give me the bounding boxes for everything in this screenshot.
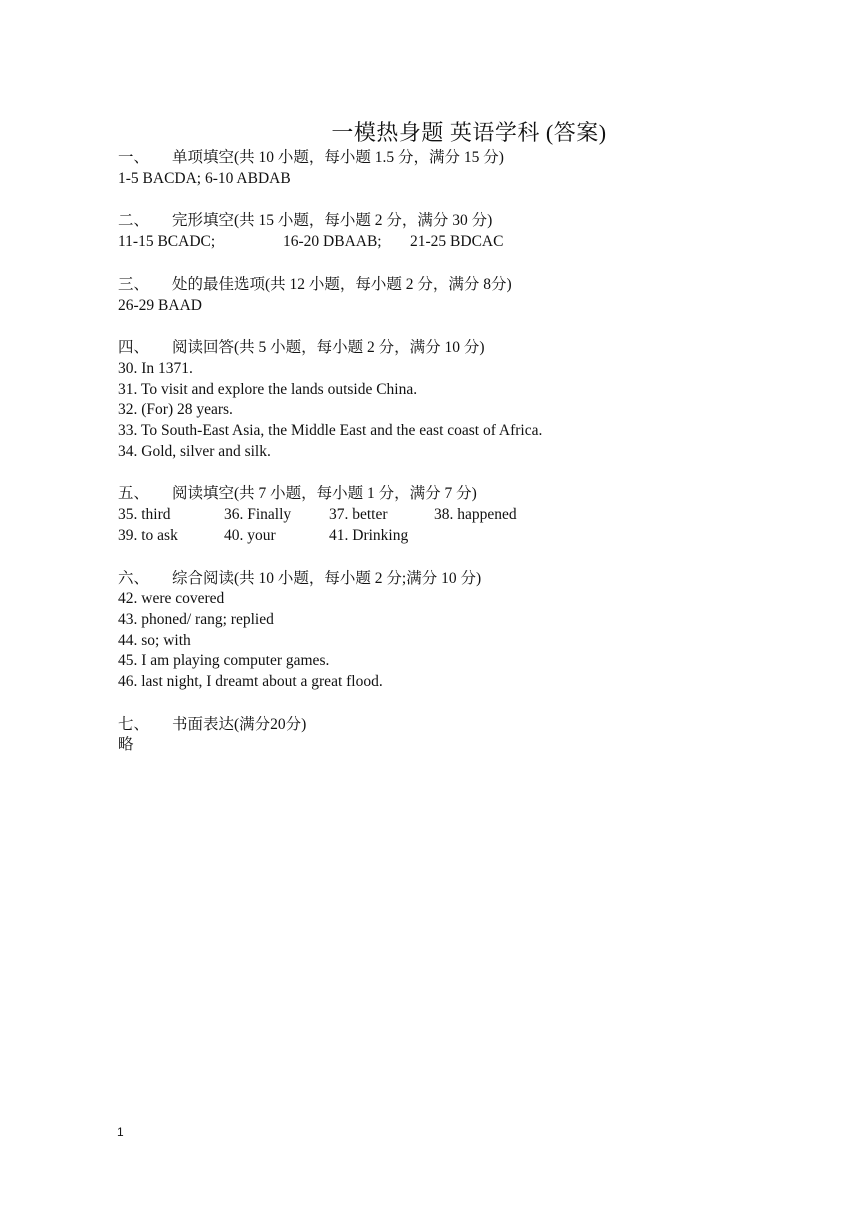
- section-reading-answer: [118, 338, 818, 462]
- answer-line: 45. I am playing computer games.: [118, 652, 330, 670]
- section-number: 三、: [118, 275, 150, 293]
- answer-cell: 41. Drinking: [329, 526, 409, 544]
- section-number: 二、: [118, 212, 150, 230]
- section-heading: [118, 715, 818, 736]
- answer-line: 32. (For) 28 years.: [118, 401, 233, 419]
- answer-line: 43. phoned/ rang; replied: [118, 610, 274, 628]
- answer-cell: 35. third: [118, 506, 171, 524]
- section-heading: [118, 338, 818, 359]
- answer-line: 1-5 BACDA; 6-10 ABDAB: [118, 169, 291, 187]
- section-title: 处的最佳选项(共 12 小题，每小题 2 分，满分 8分): [172, 275, 512, 293]
- answer-cell: 37. better: [329, 506, 388, 524]
- answer-row: [118, 505, 818, 526]
- answer-line: 26-29 BAAD: [118, 296, 202, 314]
- section-title: 书面表达(满分20分): [172, 715, 307, 733]
- answer-line: 46. last night, I dreamt about a great flood.: [118, 673, 383, 691]
- answer-cell: 11-15 BCADC;: [118, 233, 216, 251]
- answer-line: 略: [118, 736, 134, 754]
- answer-line: 42. were covered: [118, 590, 225, 608]
- answer-cell: 36. Finally: [224, 506, 292, 524]
- answer-cell: 38. happened: [434, 506, 517, 524]
- answer-line: 34. Gold, silver and silk.: [118, 442, 271, 460]
- section-title: 综合阅读(共 10 小题，每小题 2 分;满分 10 分): [172, 569, 482, 587]
- answer-cell: 40. your: [224, 526, 276, 544]
- section-number: 六、: [118, 569, 150, 587]
- answer-row: [118, 526, 818, 547]
- answer-row: [118, 232, 818, 253]
- answer-line: 33. To South-East Asia, the Middle East and the east coast of Africa.: [118, 422, 543, 440]
- section-cloze: [118, 211, 818, 252]
- section-heading: [118, 275, 818, 296]
- section-heading: [118, 148, 818, 169]
- answer-cell: 21-25 BDCAC: [410, 233, 504, 251]
- section-heading: [118, 484, 818, 505]
- answer-cell: 16-20 DBAAB;: [283, 233, 382, 251]
- section-number: 五、: [118, 485, 150, 503]
- section-reading-fill: [118, 484, 818, 546]
- section-writing: [118, 715, 818, 756]
- section-title: 完形填空(共 15 小题，每小题 2 分，满分 30 分): [172, 212, 493, 230]
- section-title: 单项填空(共 10 小题，每小题 1.5 分，满分 15 分): [172, 149, 504, 166]
- page-number: 1: [117, 1125, 124, 1139]
- section-heading: [118, 569, 818, 590]
- section-title: 阅读填空(共 7 小题，每小题 1 分，满分 7 分): [172, 485, 477, 503]
- section-number: 一、: [118, 149, 150, 166]
- section-title: 阅读回答(共 5 小题，每小题 2 分，满分 10 分): [172, 339, 485, 357]
- answer-cell: 39. to ask: [118, 526, 178, 544]
- section-comprehensive-reading: [118, 569, 818, 693]
- section-best-option: [118, 275, 818, 316]
- section-number: 四、: [118, 339, 150, 357]
- answer-line: 30. In 1371.: [118, 359, 193, 377]
- section-number: 七、: [118, 715, 150, 733]
- answer-line: 31. To visit and explore the lands outside China.: [118, 380, 418, 398]
- section-heading: [118, 211, 818, 232]
- answer-line: 44. so; with: [118, 631, 191, 649]
- page-title: 一模热身题 英语学科 (答案): [331, 120, 607, 145]
- section-single-choice: [118, 148, 818, 189]
- answer-content: [118, 148, 818, 778]
